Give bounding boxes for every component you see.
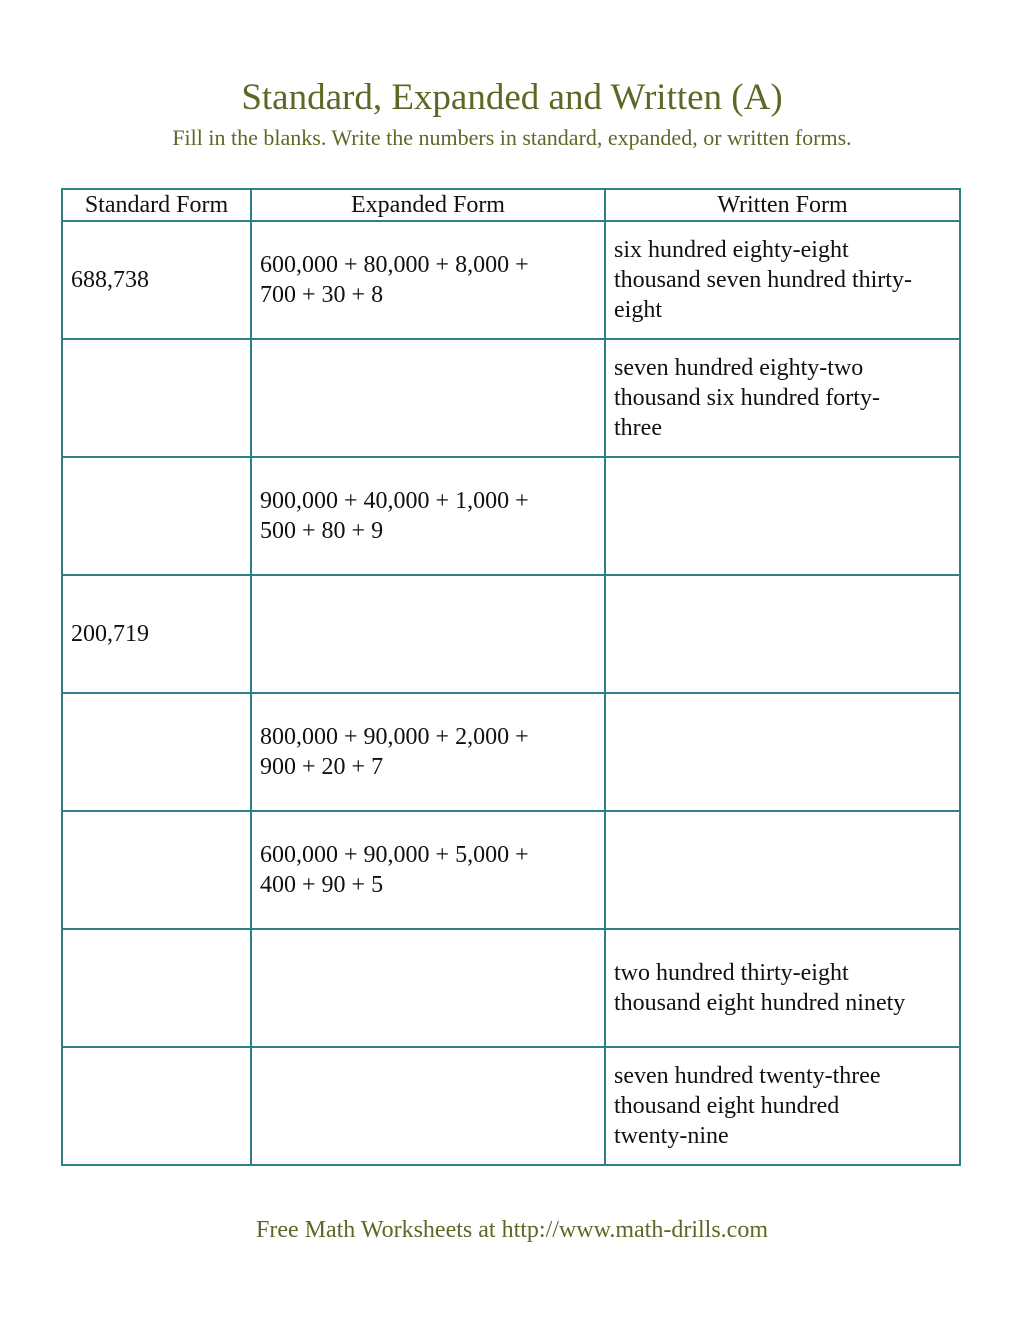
written-form-cell[interactable] [605, 929, 960, 1047]
expanded-form-cell[interactable] [251, 929, 605, 1047]
written-form-cell[interactable] [605, 1047, 960, 1165]
standard-form-cell[interactable] [62, 339, 251, 457]
table-row [62, 339, 960, 457]
written-form-cell[interactable] [605, 693, 960, 811]
footer-credit: Free Math Worksheets at http://www.math-drills.com [256, 1217, 768, 1243]
written-form-cell[interactable] [605, 575, 960, 693]
standard-form-cell[interactable] [62, 929, 251, 1047]
standard-form-cell[interactable] [62, 457, 251, 575]
table-row [62, 575, 960, 693]
expanded-form-value: 600,000 + 90,000 + 5,000 + 400 + 90 + 5 [260, 842, 529, 898]
column-header-expanded: Expanded Form [251, 189, 605, 221]
expanded-form-value: 800,000 + 90,000 + 2,000 + 900 + 20 + 7 [260, 724, 529, 780]
expanded-form-cell[interactable] [251, 1047, 605, 1165]
written-form-cell[interactable] [605, 457, 960, 575]
standard-form-value: 200,719 [71, 621, 149, 647]
written-form-value: seven hundred twenty-three thousand eight hundred twenty-nine [614, 1063, 881, 1149]
column-header-standard: Standard Form [62, 189, 251, 221]
expanded-form-cell[interactable] [251, 221, 605, 339]
standard-form-cell[interactable] [62, 811, 251, 929]
expanded-form-cell[interactable] [251, 693, 605, 811]
table-header-row [62, 189, 960, 221]
standard-form-cell[interactable] [62, 1047, 251, 1165]
table-row [62, 457, 960, 575]
table-row [62, 1047, 960, 1165]
written-form-cell[interactable] [605, 339, 960, 457]
expanded-form-cell[interactable] [251, 457, 605, 575]
worksheet-instructions: Fill in the blanks. Write the numbers in standard, expanded, or written forms. [172, 125, 852, 150]
standard-form-cell[interactable] [62, 221, 251, 339]
column-header-written: Written Form [605, 189, 960, 221]
expanded-form-cell[interactable] [251, 575, 605, 693]
table-row [62, 929, 960, 1047]
written-form-cell[interactable] [605, 221, 960, 339]
written-form-value: six hundred eighty-eight thousand seven hundred thirty- eight [614, 237, 912, 323]
expanded-form-value: 600,000 + 80,000 + 8,000 + 700 + 30 + 8 [260, 252, 529, 308]
standard-form-cell[interactable] [62, 575, 251, 693]
standard-form-value: 688,738 [71, 267, 149, 293]
expanded-form-cell[interactable] [251, 339, 605, 457]
table-row [62, 221, 960, 339]
worksheet-title: Standard, Expanded and Written (A) [241, 77, 783, 118]
expanded-form-value: 900,000 + 40,000 + 1,000 + 500 + 80 + 9 [260, 488, 529, 544]
written-form-cell[interactable] [605, 811, 960, 929]
standard-form-cell[interactable] [62, 693, 251, 811]
expanded-form-cell[interactable] [251, 811, 605, 929]
written-form-value: two hundred thirty-eight thousand eight hundred ninety [614, 960, 906, 1016]
table-row [62, 811, 960, 929]
forms-table [61, 188, 961, 1166]
table-row [62, 693, 960, 811]
written-form-value: seven hundred eighty-two thousand six hundred forty- three [614, 355, 880, 441]
